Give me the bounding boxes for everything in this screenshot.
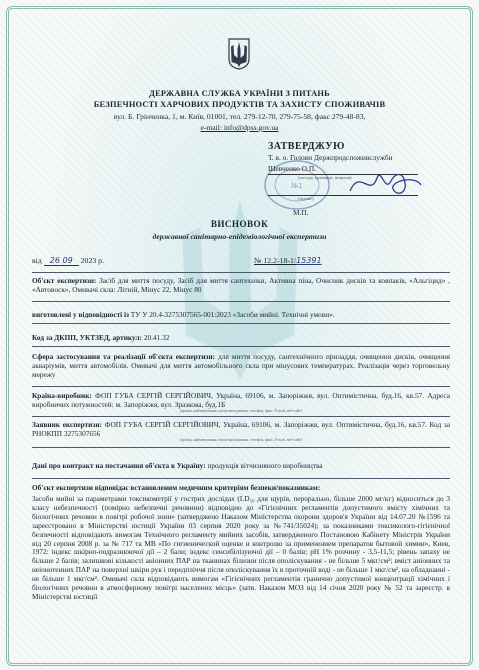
approval-name: Шевченко О.П. [268, 163, 418, 175]
approval-title: ЗАТВЕРДЖУЮ [268, 141, 345, 152]
date-year: 2023 р. [80, 256, 105, 265]
tu-text: ТУ У 20.4-3275307565-001:2023 «Засоби мийні. Технічні умови». [130, 310, 335, 319]
contract-label: Дані про контракт на постачання об'єкта в Україну: [32, 461, 206, 470]
criteria-label: Об'єкт експертизи відповідає встановленим медичним критеріям безпеки/показникам: [32, 483, 321, 492]
divider [32, 323, 450, 324]
date-number-line [32, 256, 449, 265]
section-criteria-body [32, 495, 450, 602]
applicant-hint: (країна, найменування, місцезнаходження, телефон, факс, E-mail, веб-сайт) [180, 438, 302, 443]
section-applicant [32, 420, 450, 443]
org-line-2: БЕЗПЕЧНОСТІ ХАРЧОВИХ ПРОДУКТІВ ТА ЗАХИСТУ СПОЖИВАЧІВ [93, 100, 386, 109]
applicant-label: Заявник експертизи: [32, 420, 102, 429]
contract-text: продукція вітчизняного виробництва [207, 461, 323, 470]
code-text: 20.41.32 [143, 333, 170, 342]
approval-hint-position: (посада, прізвище, ініціали) [298, 175, 352, 180]
date-prefix: від [32, 256, 42, 265]
handwritten-signature [345, 163, 425, 203]
svg-text:№1: №1 [291, 182, 303, 190]
org-contacts [20, 111, 459, 133]
producer-label: Країна-виробник: [32, 391, 92, 400]
org-email: e-mail: info@dpss.gov.ua [200, 123, 279, 132]
criteria-text: Засоби мийні за параметрами токсикометрії у гострих дослідах (LD₅₀ для щурів, перорально, більше 2000 мг/кг) відноситься до 3 класу небезпечності (помірно небезпечні речовини) відповідно до «Гігієнічних регламентів допустимого вмісту хімічних та біологічних речовин в повітрі робочої зони» (затверджено Наказом Міністерства охорони здоров'я України від 14.07.20 №1596 та зареєстровано в Міністерстві юстиції України 03 серпня 2020 року за №741/35024); за показниками токсиколого-гігієнічної безпечності відповідають вимогам Технічного регламенту мийних засобів, затвердженого Постановою Кабінету Міністрів України від 20 серпня 2008 р. за № 717 та МВ «По гигиенической оценке и контролю за применением препаратов бытовой химии», Киев, 1972: індекс шкірно-подразнюючої дії – 2 бали; індекс сенсибілізуючої дії – 0 балів; рН 1% розчину - 3,5-11,5; рівень запаху не більше 2 балів; залишкові кількості аніонних ПАР на тканинах білизни після ополіскування - не більше 5 мкг/см²; вміст аніонних та неіоногенних ПАР на поверхні шкіри рук і передпліччя після ополіскування їх в проточній воді - не більше 1 мкг/см², на обладнанні - не більше 1 мкг/см². Омивачі скла відповідають вимогам «Гігієнічних регламентів гранично допустимої концентрації хімічних і біологічних речовин в атмосферному повітрі населених місць» (затв. Наказом МОЗ від 14 січня 2020 року № 52 та зареєстр. в Міністерстві юстиції [32, 494, 450, 601]
producer-text: ФОП ГУБА СЕРГІЙ СЕРГІЙОВИЧ, Україна, 69106, м. Запоріжжя, вул. Оптимістична, буд.16, кв.57. Адреса виробничих потужностей: м. Запоріжжя, вул. Зразкова, буд.1Б [32, 391, 450, 410]
section-contract [32, 461, 450, 470]
applicant-text: ФОП ГУБА СЕРГІЙ СЕРГІЙОВИЧ, Україна, 69106, м. Запоріжжя, вул. Оптимістична, буд.16, кв.57. Код за РНОКПП 3275307656 [32, 420, 451, 439]
producer-hint: (країна, найменування, місцезнаходження, телефон, факс, E-mail, веб-сайт) [180, 409, 302, 414]
section-tu [32, 310, 450, 319]
section-producer [32, 391, 450, 414]
document-subtitle: державної санітарно-епідеміологічної експертизи [152, 232, 327, 241]
scope-text: для миття посуду, сантехнічного приладдя, очищення дисків, очищення акваріумів, миття автомобілів. Омивачі для миття автомобільного скла при мінусових температурах. Реалізація через торговельну мережу [32, 352, 450, 380]
number-handwritten: 15391 [296, 256, 322, 265]
document-title: ВИСНОВОК [210, 219, 269, 229]
divider [32, 478, 450, 479]
section-criteria-label [32, 483, 450, 492]
section-code [32, 333, 450, 342]
object-label: Об'єкт експертизи: [32, 276, 97, 285]
number-prefix: № 12.2-18-1/ [254, 256, 297, 265]
trident-crest-icon [228, 38, 250, 70]
divider [32, 447, 450, 448]
divider [32, 346, 450, 347]
section-object [32, 276, 450, 294]
object-text: Засіб для миття посуду, Засіб для миття сантехніки, Активна піна, Очисник дисків та ковпаків, «Альгіцид» , «Автовоск», Омивачі скла: Літній, Мінус 22, Мінус 80 [32, 276, 450, 295]
code-label: Код за ДКПП, УКТЗЕД, артикул: [32, 333, 142, 342]
org-line-1: ДЕРЖАВНА СЛУЖБА УКРАЇНИ З ПИТАНЬ [149, 89, 330, 98]
seal-place-label: М.П. [293, 208, 309, 217]
date-handwritten: 26 09 [44, 256, 79, 266]
divider [32, 272, 450, 273]
org-name [20, 88, 459, 110]
approval-position: Т. в. о. Голови Держпродспоживслужби [268, 153, 393, 162]
divider [32, 301, 450, 302]
section-scope [32, 352, 450, 380]
divider [32, 416, 450, 417]
document-number [254, 256, 322, 265]
approval-hint-sign: (підпис) [298, 196, 314, 201]
org-address: вул. Б. Грінченка, 1, м. Київ, 01001, тел. 279-12-70, 279-75-58, факс 279-48-83, [113, 112, 366, 121]
tu-label: виготовлені у відповідності із [32, 310, 129, 319]
divider [32, 386, 450, 387]
scope-label: Сфера застосування та реалізації об'єкта експертизи: [32, 352, 215, 361]
